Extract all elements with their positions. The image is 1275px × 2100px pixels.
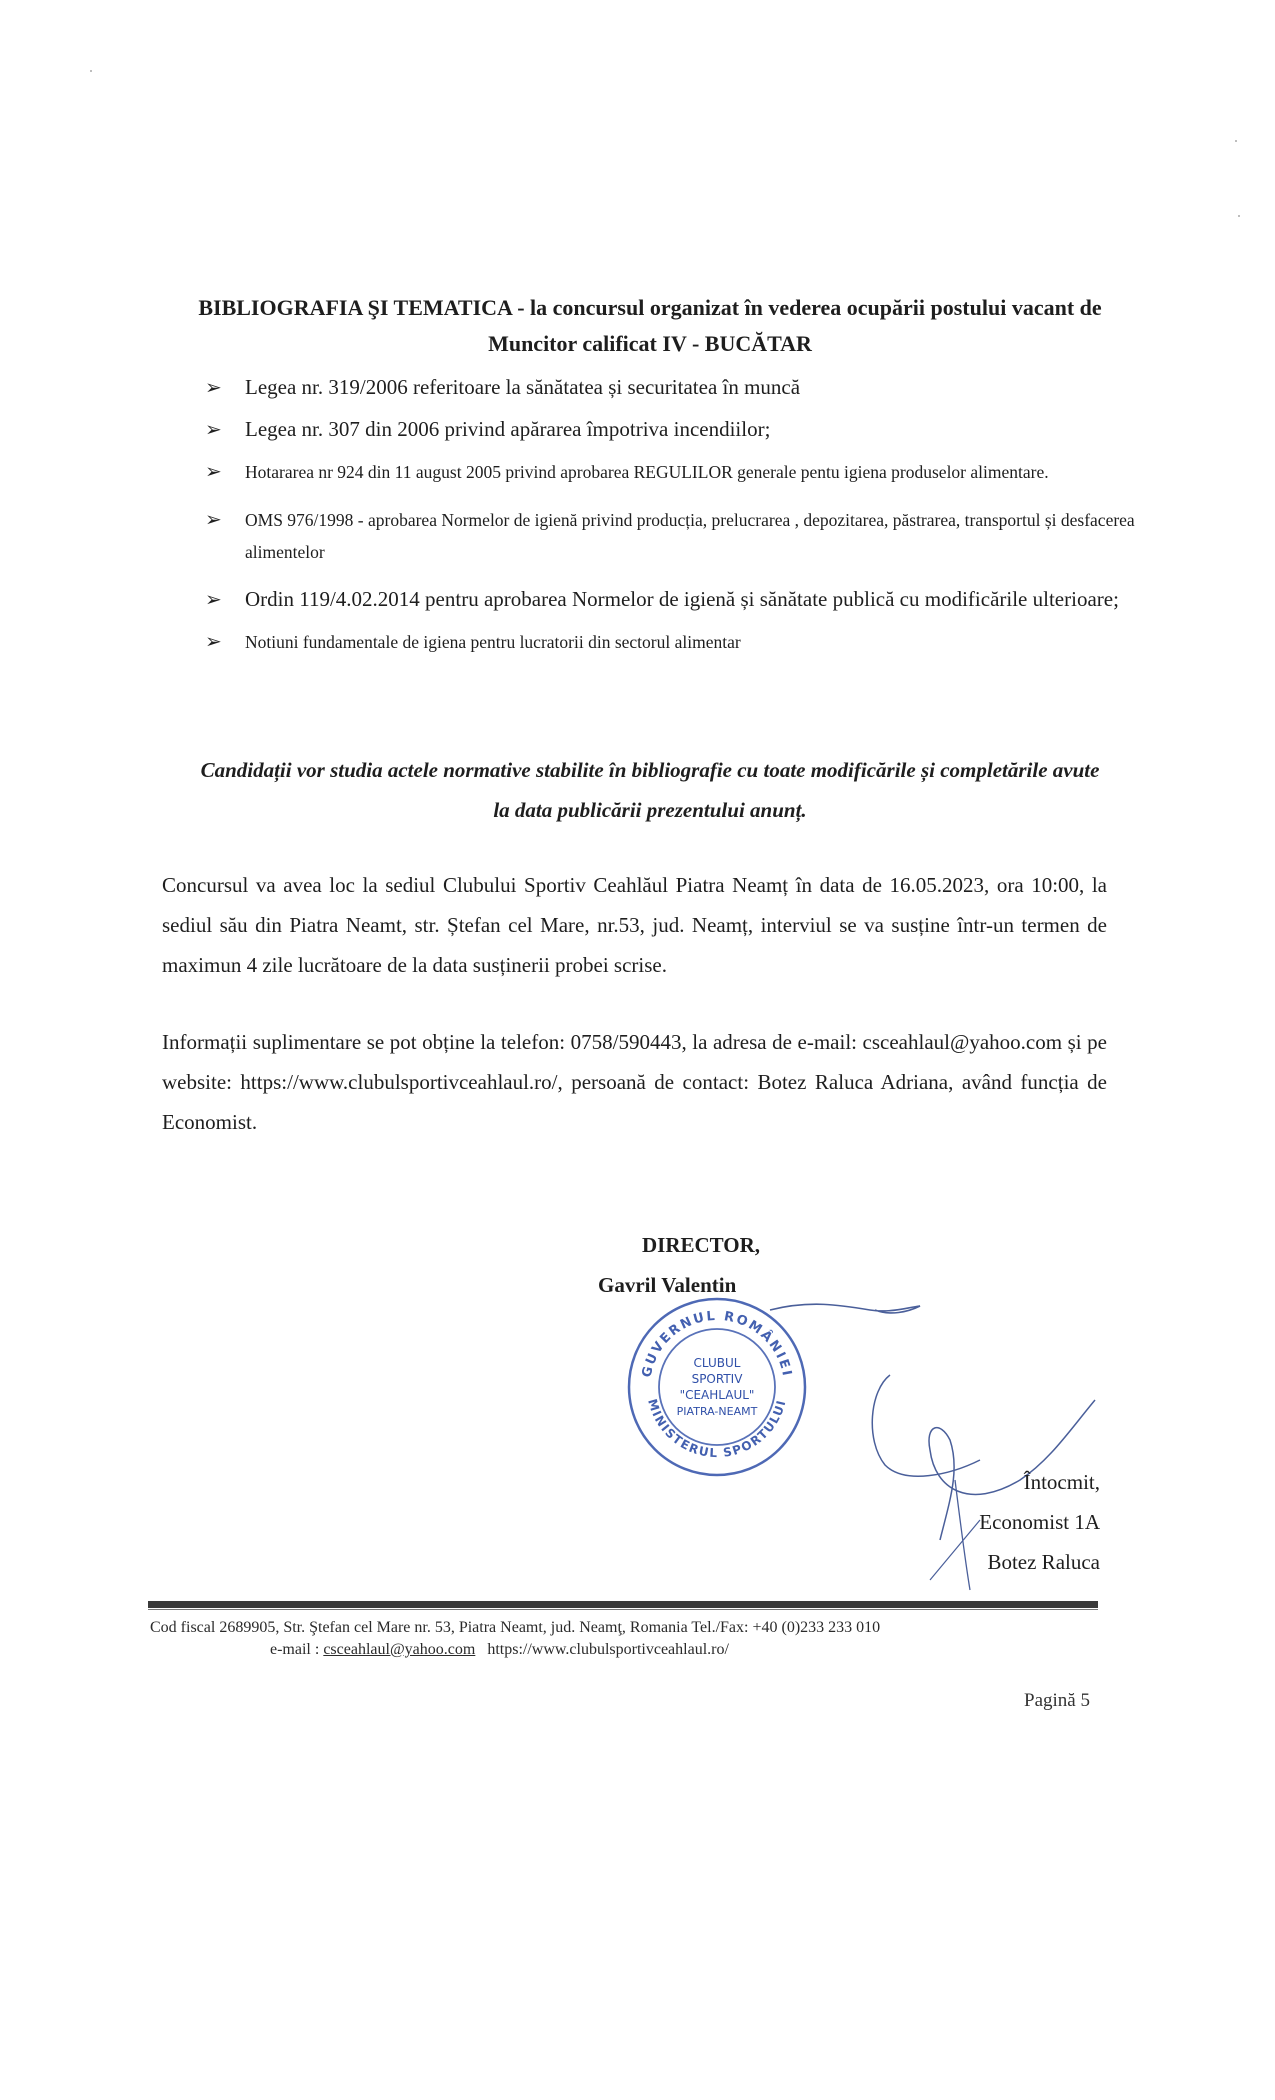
arrowhead-bullet-icon: ➢ <box>205 587 222 611</box>
bibliography-item-text: Hotararea nr 924 din 11 august 2005 privind aprobarea REGULILOR generale pentu igiena produselor alimentare. <box>245 462 1049 482</box>
bibliography-item-text: Legea nr. 319/2006 referitoare la sănătatea și securitatea în muncă <box>245 375 801 399</box>
bibliography-item-text: Legea nr. 307 din 2006 privind apărarea împotriva incendiilor; <box>245 417 771 441</box>
scan-speck <box>90 70 92 72</box>
prepared-by-name: Botez Raluca <box>987 1550 1100 1574</box>
stamp-outer-bottom-text: MINISTERUL SPORTULUI <box>645 1397 789 1461</box>
footer-address: Cod fiscal 2689905, Str. Ştefan cel Mare nr. 53, Piatra Neamt, jud. Neamţ, Romania Tel./Fax: +40 (0)233 233 010 <box>150 1619 881 1636</box>
prepared-by-position: Economist 1A <box>979 1510 1100 1534</box>
heading-line-1: BIBLIOGRAFIA ŞI TEMATICA - la concursul organizat în vederea ocupării postului vacant de <box>198 295 1102 320</box>
arrowhead-bullet-icon: ➢ <box>205 459 222 483</box>
bibliography-item <box>205 584 1135 614</box>
scan-speck <box>1235 140 1237 142</box>
stamp-inner-line-1: CLUBUL <box>693 1356 741 1370</box>
stamp-outer-top-text: GUVERNUL ROMÂNIEI <box>639 1308 795 1379</box>
bibliography-item <box>205 456 1135 488</box>
scan-speck <box>1238 215 1240 217</box>
footer-contact <box>150 1639 1100 1661</box>
bibliography-item-text: Notiuni fundamentale de igiena pentru lucratorii din sectorul alimentar <box>245 632 741 652</box>
bibliography-item <box>205 504 1135 568</box>
prepared-by-label: Întocmit, <box>1023 1470 1100 1494</box>
heading-line-2: Muncitor calificat IV - BUCĂTAR <box>488 331 812 356</box>
contact-info-paragraph: Informații suplimentare se pot obține la telefon: 0758/590443, la adresa de e-mail: csceahlaul@yahoo.com și pe website: https://www.clubulsportivceahlaul.ro/, persoană de contact: Botez Raluca Adriana, având funcția de Economist. <box>162 1030 1107 1134</box>
stamp-inner-line-3: "CEAHLAUL" <box>679 1388 755 1402</box>
footer-divider-thin <box>148 1609 1098 1610</box>
arrowhead-bullet-icon: ➢ <box>205 417 222 441</box>
director-title: DIRECTOR, <box>642 1233 761 1257</box>
footer-email-link[interactable]: csceahlaul@yahoo.com <box>323 1641 476 1658</box>
arrowhead-bullet-icon: ➢ <box>205 629 222 653</box>
stamp-inner-line-2: SPORTIV <box>691 1372 743 1386</box>
prepared-by-block <box>900 1462 1100 1582</box>
document-heading <box>170 290 1130 362</box>
footer-divider <box>148 1601 1098 1608</box>
venue-paragraph: Concursul va avea loc la sediul Clubului Sportiv Ceahlăul Piatra Neamț în data de 16.05.2023, ora 10:00, la sediul său din Piatra Neamt, str. Ștefan cel Mare, nr.53, jud. Neamț, interviul se va susține într-un termen de maximun 4 zile lucrătoare de la data susținerii probei scrise. <box>162 873 1107 977</box>
bibliography-list <box>205 372 1135 658</box>
bibliography-item-text: Ordin 119/4.02.2014 pentru aprobarea Normelor de igienă și sănătate publică cu modificările ulterioare; <box>245 587 1119 611</box>
bibliography-item <box>205 372 1135 402</box>
director-name: Gavril Valentin <box>598 1273 737 1297</box>
candidates-note: Candidații vor studia actele normative stabilite în bibliografie cu toate modificările și completările avute la data publicării prezentului anunț. <box>200 758 1100 822</box>
footer-email-label: e-mail : <box>270 1641 324 1658</box>
arrowhead-bullet-icon: ➢ <box>205 375 222 399</box>
footer-website-link[interactable]: https://www.clubulsportivceahlaul.ro/ <box>487 1641 729 1658</box>
bibliography-item <box>205 414 1135 444</box>
bibliography-item-text: OMS 976/1998 - aprobarea Normelor de igienă privind producția, prelucrarea , depozitarea, păstrarea, transportul și desfacerea alimentelor <box>245 510 1135 562</box>
stamp-inner-line-4: PIATRA-NEAMT <box>676 1405 758 1418</box>
page-footer <box>150 1617 1100 1661</box>
arrowhead-bullet-icon: ➢ <box>205 507 222 531</box>
bibliography-item <box>205 626 1135 658</box>
page-number: Pagină 5 <box>1024 1690 1090 1711</box>
